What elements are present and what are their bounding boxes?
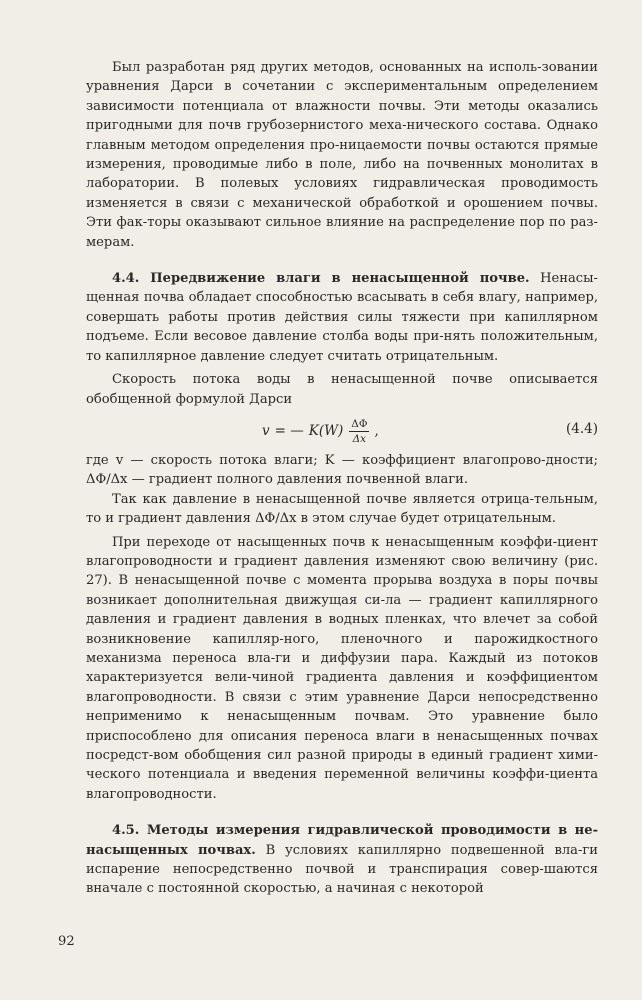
paragraph-darcy-intro: Скорость потока воды в ненасыщенной почве описывается обобщенной формулой Дарси xyxy=(86,372,598,407)
paragraph-definitions: где v — скорость потока влаги; K — коэффициент влагопрово-дности; ΔΦ/Δx — градиент полного давления почвенной влаги. xyxy=(86,452,598,488)
section-4-5 xyxy=(86,821,598,899)
page-number: 92 xyxy=(58,934,75,949)
equation-fraction xyxy=(349,418,369,445)
fraction-numerator: ΔΦ xyxy=(351,417,368,430)
section-4-4-heading: 4.4. Передвижение влаги в ненасыщенной почве. xyxy=(112,271,530,287)
equation-equals: = — xyxy=(274,423,304,440)
section-4-5-heading: 4.5. Методы измерения гидравлической проводимости в не-насыщенных почвах. xyxy=(86,823,598,858)
fraction-denominator: Δx xyxy=(352,432,367,445)
paragraph-methods: Был разработан ряд других методов, основанных на исполь-зовании уравнения Дарси в сочетании с экспериментальным определением зависимости потенциала от влажности почвы. Эти методы оказались пригодными для почв грубозернистого меха-нического состава. Однако главным методом определения про-ницаемости почвы остаются прямые измерения, проводимые либо в поле, либо на почвенных монолитах в лаборатории. В полевых условиях гидравлическая проводимость изменяется в связи с механической обработкой и орошением почвы. Эти фак-торы оказывают сильное влияние на распределение пор по раз-мерам. xyxy=(86,60,598,250)
paragraph-negative-gradient: Так как давление в ненасыщенной почве является отрица-тельным, то и градиент давления ΔΦ/Δx в этом случае будет отрицательным. xyxy=(86,491,598,527)
equation-4-4 xyxy=(86,410,598,450)
section-4-4-text: Ненасы-щенная почва обладает способностью всасывать в себя влагу, например, совершать работы против действия силы тяжести при капиллярном подъеме. Если весовое давление столба воды при-нять положительным, то капиллярное давление следует считать отрицательным. xyxy=(86,271,598,364)
equation-lhs: v xyxy=(262,423,270,440)
paragraph-transition: При переходе от насыщенных почв к ненасыщенным коэффи-циент влагопроводности и градиент давления изменяют свою величину (рис. 27). В ненасыщенной почве с момента прорыва воздуха в поры почвы возникает дополнительная движущая си-ла — градиент капиллярного давления и градиент давления в водных пленках, что влечет за собой возникновение капилляр-ного, пленочного и парожидкостного механизма переноса вла-ги и диффузии пара. Каждый из потоков характеризуется вели-чиной градиента давления и коэффициентом влагопроводности. В связи с этим уравнение Дарси непосредственно неприменимо к ненасыщенным почвам. Это уравнение было приспособлено для описания переноса влаги в ненасыщенных почвах посредст-вом обобщения сил разной природы в единый градиент хими-ческого потенциала и введения переменной величины коэффи-циента влагопроводности. xyxy=(86,534,598,802)
equation-function: K(W) xyxy=(308,423,344,440)
equation-body xyxy=(262,418,379,445)
equation-number: (4.4) xyxy=(565,420,598,437)
equation-comma: , xyxy=(374,423,379,440)
section-4-4 xyxy=(86,269,598,366)
section-4-5-text: В условиях капиллярно подвешенной вла-ги испарение непосредственно почвой и транспирация совер-шаются вначале с постоянной скоростью, а начиная с некоторой xyxy=(86,842,598,897)
